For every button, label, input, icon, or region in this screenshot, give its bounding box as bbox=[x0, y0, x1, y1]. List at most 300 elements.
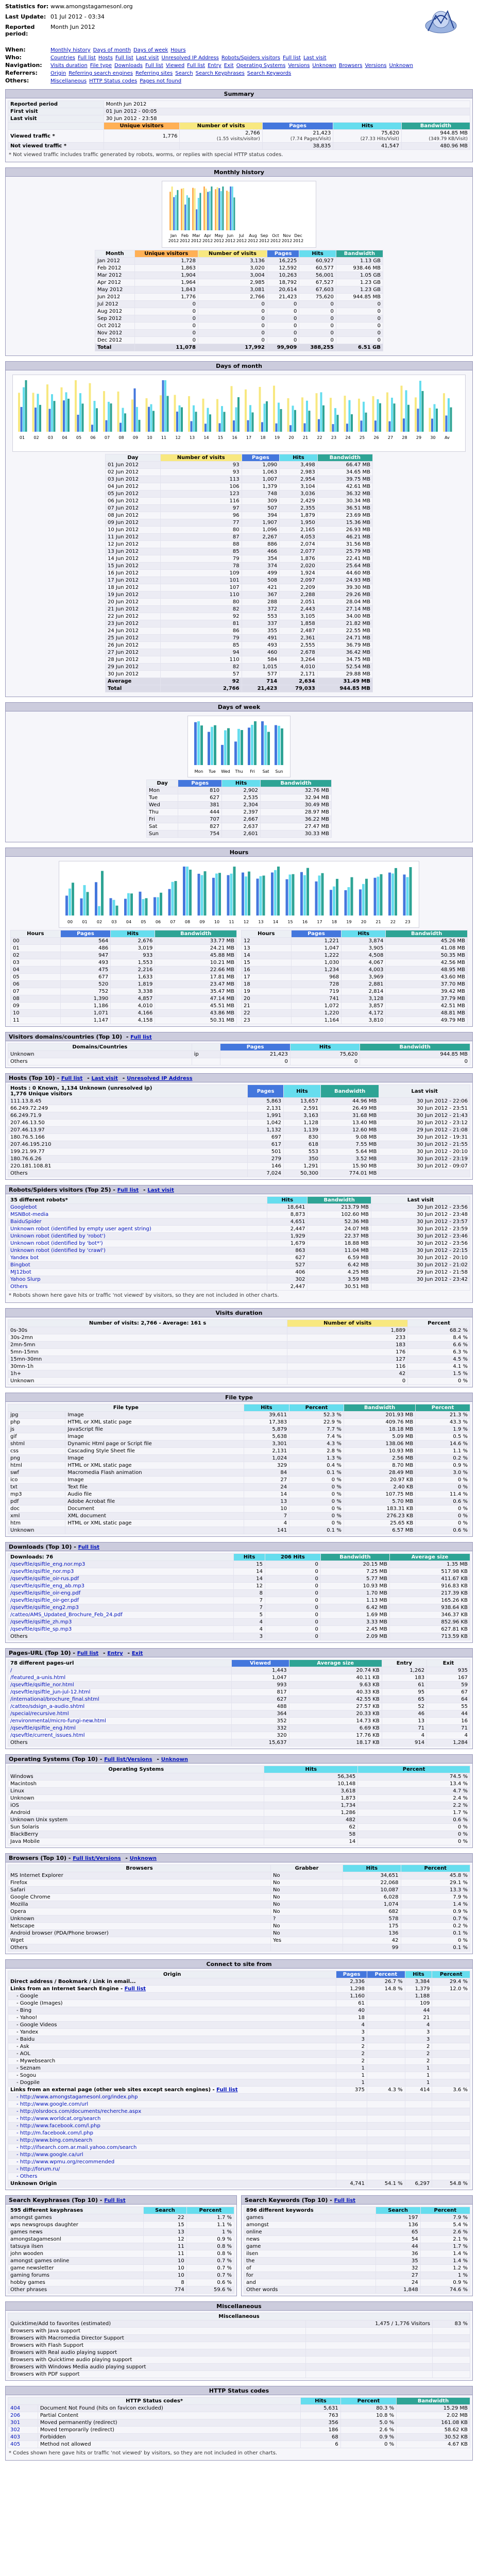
pages-link[interactable]: Full list bbox=[77, 1651, 99, 1656]
table-cell: 2,591 bbox=[283, 1105, 320, 1112]
table-cell[interactable]: Unknown robot (identified by 'crawl') bbox=[8, 1247, 267, 1255]
table-cell: 17 Jun 2012 bbox=[106, 577, 161, 584]
nav-when-link[interactable]: Days of month bbox=[93, 47, 131, 53]
column-header: Grabber bbox=[271, 1865, 343, 1872]
robots-subhead: 35 different robots* bbox=[8, 1197, 267, 1204]
week-bar bbox=[214, 725, 216, 765]
hours-label: 19 bbox=[346, 920, 352, 924]
table-row bbox=[8, 1718, 470, 1725]
table-row bbox=[8, 1597, 470, 1604]
table-cell: 2.4 % bbox=[358, 1795, 470, 1802]
table-cell: 52.36 MB bbox=[308, 1218, 371, 1226]
nav-referrers-link[interactable]: Search bbox=[175, 71, 193, 76]
os-link[interactable]: Unknown bbox=[161, 1757, 188, 1762]
hosts-table bbox=[8, 1084, 470, 1177]
referer-full-list-link[interactable]: Full list bbox=[124, 1986, 146, 1992]
table-cell[interactable]: /qsevftle/qsiftle_oir-rus.pdf bbox=[8, 1575, 234, 1583]
nav-who-link[interactable]: Countries bbox=[50, 55, 75, 61]
table-cell[interactable]: / bbox=[8, 1667, 232, 1674]
days-bar bbox=[374, 420, 377, 432]
table-cell: 4,166 bbox=[111, 1010, 155, 1017]
hours-bar bbox=[286, 879, 288, 916]
days-bar bbox=[150, 404, 152, 432]
nav-navigation-link[interactable]: Visits duration bbox=[50, 63, 88, 69]
table-cell: 20,614 bbox=[267, 286, 299, 294]
table-cell: 16 bbox=[427, 1718, 470, 1725]
table-cell[interactable]: - http://www.amongstagamesonl.org/index.php bbox=[8, 2094, 336, 2101]
days-bar bbox=[91, 425, 93, 432]
table-cell: 2,216 bbox=[111, 967, 155, 974]
days-bar bbox=[124, 413, 126, 432]
countries-full-list-link[interactable]: Full list bbox=[130, 1035, 152, 1040]
table-cell: Nov 2012 bbox=[95, 330, 135, 337]
pages-link[interactable]: Entry bbox=[107, 1651, 123, 1656]
table-row bbox=[8, 2265, 234, 2272]
nav-referrers-link[interactable]: Referring sites bbox=[135, 71, 173, 76]
monthly-bar bbox=[209, 191, 211, 230]
table-cell[interactable]: MSNBot-media bbox=[8, 1211, 267, 1218]
days-bar bbox=[287, 398, 289, 432]
table-cell: 3,384 bbox=[405, 1978, 432, 1986]
hours-bar bbox=[321, 873, 324, 916]
downloads-link[interactable]: Full list bbox=[78, 1545, 99, 1550]
table-cell[interactable]: Unknown robot (identified by empty user agent string) bbox=[8, 1226, 267, 1233]
table-cell: 0 % bbox=[289, 1505, 344, 1513]
table-cell[interactable]: - http://www.bing.com/search bbox=[8, 2137, 336, 2144]
nav-navigation-link[interactable]: Versions bbox=[288, 63, 310, 69]
table-cell bbox=[367, 2094, 405, 2101]
table-cell: 2,131 bbox=[244, 1448, 289, 1455]
table-cell[interactable]: 301 bbox=[8, 2419, 38, 2427]
table-row bbox=[11, 974, 237, 981]
table-cell[interactable]: - http://www.wpmu.org/recommended bbox=[8, 2159, 336, 2166]
nav-referrers-link[interactable]: Origin bbox=[50, 71, 66, 76]
table-cell: 29 Jun 2012 - 21:58 bbox=[371, 1269, 470, 1276]
table-cell: Image bbox=[65, 1433, 244, 1440]
table-cell: 26 Jun 2012 bbox=[106, 642, 161, 649]
table-cell[interactable]: /qsevftle/qsiftle_eng2.mp3 bbox=[8, 1604, 234, 1612]
table-cell[interactable]: /catteo/sdsign_a-audio.shtml bbox=[8, 1703, 232, 1710]
hours-label: 11 bbox=[229, 920, 234, 924]
table-cell: 48.95 MB bbox=[386, 967, 468, 974]
table-cell: 6.42 MB bbox=[320, 1604, 389, 1612]
table-cell: 11,078 bbox=[134, 344, 198, 351]
column-header: Month bbox=[95, 250, 135, 258]
days-bar bbox=[136, 407, 138, 432]
table-cell[interactable]: Yandex bot bbox=[8, 1255, 267, 1262]
table-row bbox=[242, 938, 468, 945]
filetypes-table bbox=[8, 1404, 470, 1534]
referer-full-list-link[interactable]: Full list bbox=[216, 2087, 238, 2093]
table-cell: 85 bbox=[160, 548, 242, 555]
table-cell: 2,171 bbox=[280, 671, 318, 678]
table-cell: 1.70 MB bbox=[320, 1590, 389, 1597]
table-cell: 584 bbox=[242, 656, 280, 664]
table-cell: 0.2 % bbox=[401, 1923, 470, 1930]
table-cell[interactable]: 302 bbox=[8, 2427, 38, 2434]
column-header: Bandwidth bbox=[308, 1197, 371, 1204]
hosts-link[interactable]: Unresolved IP Address bbox=[127, 1076, 193, 1081]
table-cell[interactable]: - http://ifsearch.com.ar.mail.yahoo.com/search bbox=[8, 2144, 336, 2151]
week-label: Tue bbox=[209, 769, 216, 774]
table-cell: Other phrases bbox=[8, 2286, 144, 2294]
table-cell: 4 bbox=[336, 2022, 367, 2029]
table-cell: 18.17 KB bbox=[289, 1739, 382, 1747]
nav-who-link[interactable]: Full list bbox=[115, 55, 133, 61]
nav-when-link[interactable]: Hours bbox=[170, 47, 186, 53]
table-cell: 0 bbox=[134, 337, 198, 344]
table-cell: 0 bbox=[198, 315, 267, 323]
days-bar bbox=[221, 406, 223, 432]
table-cell: 697 bbox=[248, 1134, 284, 1141]
reported-period-select[interactable]: Month Jun 2012 bbox=[50, 24, 95, 30]
pages-links: - Full list - Entry - Exit bbox=[73, 1650, 143, 1656]
table-cell: 88 bbox=[160, 541, 242, 548]
week-bar bbox=[221, 745, 224, 765]
table-cell: 4 bbox=[244, 1520, 289, 1527]
table-cell: 24.21 MB bbox=[155, 945, 237, 952]
table-row bbox=[8, 1218, 470, 1226]
table-cell[interactable]: 404 bbox=[8, 2405, 38, 2412]
awstats-logo-icon[interactable] bbox=[416, 3, 466, 40]
keyphrases-full-list-link[interactable]: Full list bbox=[104, 2198, 126, 2204]
monthly-bar bbox=[183, 188, 184, 230]
nav-referrers-link[interactable]: Search Keyphrases bbox=[195, 71, 245, 76]
table-row bbox=[106, 584, 373, 591]
nav-when-link[interactable]: Days of week bbox=[133, 47, 168, 53]
table-row bbox=[147, 802, 332, 809]
table-header-row bbox=[8, 1865, 470, 1872]
table-cell: 66.47 MB bbox=[317, 462, 372, 469]
table-cell: 175 bbox=[343, 1923, 401, 1930]
days-bar bbox=[82, 403, 84, 432]
nav-who-link[interactable]: Robots/Spiders visitors bbox=[221, 55, 280, 61]
hosts-title-text: Hosts (Top 10) bbox=[9, 1075, 55, 1081]
table-cell: 24 bbox=[244, 1484, 289, 1491]
table-cell: 71 bbox=[427, 1725, 470, 1732]
table-cell: 13 bbox=[382, 1718, 426, 1725]
table-cell[interactable]: - http://www.worldcat.org/search bbox=[8, 2115, 336, 2123]
table-header-row bbox=[8, 2398, 470, 2405]
table-row bbox=[147, 794, 332, 802]
os-link[interactable]: Full list/Versions bbox=[104, 1757, 152, 1762]
table-cell: 0 bbox=[336, 323, 383, 330]
week-bar bbox=[281, 728, 283, 765]
countries-title: Visitors domains/countries (Top 10) - Full list bbox=[5, 1032, 473, 1041]
table-cell[interactable]: - http://olsrdocs.com/documents/recherche.aspx bbox=[8, 2108, 336, 2115]
week-table bbox=[146, 779, 332, 838]
table-cell[interactable]: /qsevftle/qsiftle_oir-ger.pdf bbox=[8, 1597, 234, 1604]
hours-bar bbox=[277, 867, 280, 916]
nav-navigation-link[interactable]: Entry bbox=[208, 63, 221, 69]
table-cell[interactable]: Yahoo Slurp bbox=[8, 1276, 267, 1283]
robots-link[interactable]: Full list bbox=[117, 1188, 139, 1193]
table-cell: 4.3 % bbox=[367, 2087, 405, 2094]
table-row bbox=[106, 527, 373, 534]
days-bar bbox=[379, 403, 381, 432]
days-bar bbox=[431, 419, 433, 432]
nav-navigation-link[interactable]: Unknown bbox=[312, 63, 336, 69]
column-header: Percent bbox=[416, 1404, 470, 1412]
days-bar bbox=[361, 420, 363, 432]
table-cell[interactable]: - http://m.facebook.com/l.php bbox=[8, 2130, 336, 2137]
week-bar bbox=[234, 741, 237, 765]
table-row bbox=[106, 635, 373, 642]
hosts-section bbox=[5, 1073, 473, 1180]
table-cell[interactable]: MJ12bot bbox=[8, 1269, 267, 1276]
table-cell[interactable]: Bingbot bbox=[8, 1262, 267, 1269]
reported-period-cell-label: Reported period bbox=[8, 101, 104, 108]
table-row bbox=[147, 809, 332, 816]
downloads-section bbox=[5, 1542, 473, 1643]
pages-title bbox=[5, 1648, 473, 1657]
table-row bbox=[8, 2328, 470, 2335]
monthly-year-label: 2012 bbox=[168, 239, 179, 243]
table-row bbox=[95, 308, 383, 315]
nav-who-link[interactable]: Last visit bbox=[135, 55, 159, 61]
table-cell[interactable]: /qsevftle/qsiftle_sp.mp3 bbox=[8, 1626, 234, 1633]
days-bar bbox=[278, 403, 280, 432]
table-cell: 1,042 bbox=[248, 1120, 284, 1127]
nav-navigation-link[interactable]: Viewed bbox=[165, 63, 185, 69]
table-cell bbox=[432, 1993, 470, 2000]
table-cell: - Sogou bbox=[8, 2072, 336, 2079]
table-cell: 64 bbox=[427, 1696, 470, 1703]
table-cell[interactable]: 403 bbox=[8, 2434, 38, 2441]
column-header: Viewed bbox=[232, 1660, 289, 1667]
nav-referrers-link[interactable]: Referring search engines bbox=[69, 71, 133, 76]
table-cell: 05 bbox=[11, 974, 61, 981]
monthly-bar bbox=[192, 188, 194, 230]
table-cell: 14.6 % bbox=[416, 1440, 470, 1448]
table-cell[interactable]: BaiduSpider bbox=[8, 1218, 267, 1226]
table-cell: 774 bbox=[144, 2286, 187, 2294]
table-cell: 6.3 % bbox=[408, 1349, 470, 1356]
monthly-month-label: May bbox=[214, 233, 224, 238]
nav-navigation-link[interactable]: Browsers bbox=[338, 63, 363, 69]
table-cell: 22 bbox=[242, 1010, 292, 1017]
hosts-link[interactable]: Last visit bbox=[91, 1076, 118, 1081]
table-cell: 3,004 bbox=[198, 272, 267, 279]
table-cell[interactable]: /qsevftle/qsiftle_eng_ab.mp3 bbox=[8, 1583, 234, 1590]
table-cell[interactable]: 206 bbox=[8, 2412, 38, 2419]
referers-section bbox=[5, 1959, 473, 2190]
table-cell: 21,423 bbox=[267, 294, 299, 301]
browsers-link[interactable]: Full list/Versions bbox=[73, 1856, 121, 1861]
table-cell: 12.0 % bbox=[432, 1986, 470, 1993]
table-cell: 2,336 bbox=[336, 1978, 367, 1986]
table-cell[interactable]: /environmental/micro-fungi-new.html bbox=[8, 1718, 232, 1725]
table-row bbox=[8, 1633, 470, 1640]
hours-bar bbox=[127, 893, 130, 916]
table-cell bbox=[192, 1058, 220, 1065]
table-cell: 1,889 bbox=[287, 1327, 408, 1334]
table-cell: 213.79 MB bbox=[308, 1204, 371, 1211]
nav-who-link[interactable]: Full list bbox=[283, 55, 301, 61]
keywords-full-list-link[interactable]: Full list bbox=[334, 2198, 356, 2204]
table-cell: 1,863 bbox=[134, 265, 198, 272]
table-row bbox=[95, 323, 383, 330]
robots-link[interactable]: Last visit bbox=[147, 1188, 174, 1193]
table-cell: 14 bbox=[234, 1568, 265, 1575]
column-header: Bandwidth bbox=[397, 2398, 470, 2405]
monthly-year-label: 2012 bbox=[281, 239, 293, 243]
table-cell: 45.51 MB bbox=[155, 1003, 237, 1010]
nav-navigation-link[interactable]: Full list bbox=[187, 63, 206, 69]
table-cell: 54.1 % bbox=[367, 2180, 405, 2188]
table-cell[interactable]: /catteo/AMS_Updated_Brochure_Feb_24.pdf bbox=[8, 1612, 234, 1619]
table-cell: 30 Jun 2012 - 23:48 bbox=[371, 1211, 470, 1218]
nav-when-link[interactable]: Monthly history bbox=[50, 47, 91, 53]
nav-navigation-link[interactable]: Unknown bbox=[389, 63, 413, 69]
table-cell: 176 bbox=[287, 1349, 408, 1356]
table-cell: and bbox=[244, 2279, 376, 2286]
table-cell: 52.54 MB bbox=[317, 664, 372, 671]
days-bar bbox=[401, 386, 403, 432]
table-row bbox=[242, 945, 468, 952]
table-cell bbox=[405, 2108, 432, 2115]
table-cell[interactable]: /qsevftle/qsiftle_nor.mp3 bbox=[8, 1568, 234, 1575]
nav-navigation-link[interactable]: Downloads bbox=[114, 63, 143, 69]
table-cell: 183.31 KB bbox=[344, 1505, 415, 1513]
table-cell[interactable]: - http://www.google.ca/url bbox=[8, 2151, 336, 2159]
table-cell[interactable]: Unknown robot (identified by 'robot') bbox=[8, 1233, 267, 1240]
table-cell bbox=[65, 1527, 244, 1534]
table-cell: 1,074 bbox=[343, 1901, 401, 1908]
table-cell: 0 bbox=[265, 1633, 320, 1640]
days-section bbox=[5, 361, 473, 697]
table-cell: 23.47 MB bbox=[155, 981, 237, 988]
nav-referrers-link[interactable]: Search Keywords bbox=[247, 71, 292, 76]
table-cell: 1,873 bbox=[264, 1795, 358, 1802]
nav-who-link[interactable]: Unresolved IP Address bbox=[161, 55, 219, 61]
table-cell[interactable]: - http://www.google.com/url bbox=[8, 2101, 336, 2108]
table-cell[interactable]: /qsevftle/qsiftle_oir-eng.pdf bbox=[8, 1590, 234, 1597]
table-cell[interactable]: /qsevftle/qsiftle_jun-jul-12.html bbox=[8, 1689, 232, 1696]
table-cell: 2,443 bbox=[280, 606, 318, 613]
table-cell: 15 bbox=[234, 1561, 265, 1568]
hours-bar bbox=[271, 872, 274, 916]
monthly-month-label: Feb bbox=[181, 233, 189, 238]
table-cell: 578 bbox=[343, 1916, 401, 1923]
table-cell: htm bbox=[8, 1520, 65, 1527]
hours-bar bbox=[95, 882, 97, 916]
table-cell: 32.76 MB bbox=[261, 787, 332, 794]
table-cell[interactable]: /featured_a-unis.html bbox=[8, 1674, 232, 1682]
table-cell: 13.40 MB bbox=[320, 1120, 379, 1127]
browsers-link[interactable]: Unknown bbox=[129, 1856, 157, 1861]
hosts-link[interactable]: Full list bbox=[61, 1076, 83, 1081]
week-bar bbox=[200, 725, 203, 765]
table-cell[interactable]: /special/recursive.html bbox=[8, 1710, 232, 1718]
table-cell[interactable]: /qsevftle/qsiftle_nor.html bbox=[8, 1682, 232, 1689]
pages-link[interactable]: Exit bbox=[131, 1651, 143, 1656]
column-header: Bandwidth bbox=[261, 780, 332, 787]
table-cell: 944.85 MB bbox=[360, 1051, 470, 1058]
monthly-bar bbox=[217, 187, 218, 230]
table-cell: 11 bbox=[144, 2243, 187, 2250]
table-cell[interactable]: /qsevftle/qsiftle_eng.nor.mp3 bbox=[8, 1561, 234, 1568]
table-row bbox=[147, 831, 332, 838]
table-cell: 1,728 bbox=[134, 258, 198, 265]
table-cell[interactable]: 405 bbox=[8, 2441, 38, 2448]
table-cell[interactable]: /qsevftle/qsiftle_eng.html bbox=[8, 1725, 232, 1732]
days-bar bbox=[39, 405, 41, 432]
table-row bbox=[8, 2115, 470, 2123]
week-bar bbox=[275, 725, 277, 765]
table-row bbox=[8, 2094, 470, 2101]
days-bar bbox=[266, 401, 268, 432]
table-cell: 20.15 MB bbox=[320, 1561, 389, 1568]
column-header: Hits bbox=[343, 1865, 401, 1872]
table-cell: 37.79 MB bbox=[386, 995, 468, 1003]
table-cell[interactable]: - Others bbox=[8, 2173, 336, 2180]
table-cell: 2,051 bbox=[280, 599, 318, 606]
column-header: Origin bbox=[8, 1971, 336, 1978]
table-cell: 4,172 bbox=[342, 1010, 386, 1017]
table-cell[interactable]: /international/brochure_final.shtml bbox=[8, 1696, 232, 1703]
hours-section bbox=[5, 848, 473, 1027]
days-label: 16 bbox=[232, 435, 237, 440]
nav-navigation-link[interactable]: Full list bbox=[145, 63, 163, 69]
days-bar bbox=[301, 397, 303, 432]
nav-navigation-link[interactable]: File type bbox=[90, 63, 112, 69]
table-cell: 1,907 bbox=[242, 519, 280, 527]
nav-others-link[interactable]: HTTP Status codes bbox=[89, 78, 138, 84]
table-cell[interactable]: /qsevftle/current_issues.html bbox=[8, 1732, 232, 1739]
header bbox=[5, 3, 473, 40]
table-cell[interactable]: - http://www.facebook.com/l.php bbox=[8, 2123, 336, 2130]
days-bar bbox=[195, 412, 197, 432]
days-bar bbox=[289, 425, 292, 432]
nav-others-link[interactable]: Pages not found bbox=[140, 78, 182, 84]
table-cell: 741 bbox=[291, 995, 342, 1003]
table-cell[interactable]: /qsevftle/qsiftle_zh.mp3 bbox=[8, 1619, 234, 1626]
days-bar bbox=[37, 394, 39, 432]
table-cell: 30 Jun 2012 - 20:10 bbox=[371, 1255, 470, 1262]
table-row bbox=[8, 2036, 470, 2043]
table-cell: 0 bbox=[267, 337, 299, 344]
table-cell: Dec 2012 bbox=[95, 337, 135, 344]
table-cell[interactable]: Others bbox=[8, 1283, 267, 1291]
table-cell: 30 Jun 2012 - 23:42 bbox=[371, 1276, 470, 1283]
table-cell: 0 bbox=[265, 1619, 320, 1626]
viewed-unique: 1,776 bbox=[104, 130, 180, 143]
nav-others-link[interactable]: Miscellaneous bbox=[50, 78, 87, 84]
nav-navigation-link[interactable]: Exit bbox=[224, 63, 234, 69]
table-header-row bbox=[244, 2207, 470, 2214]
nav-who-link[interactable]: Full list bbox=[77, 55, 96, 61]
nav-who-link[interactable]: Last visit bbox=[303, 55, 327, 61]
table-cell[interactable]: Unknown robot (identified by 'bot*') bbox=[8, 1240, 267, 1247]
table-cell: 86 bbox=[160, 628, 242, 635]
nav-navigation-link[interactable]: Operating Systems bbox=[236, 63, 286, 69]
table-cell: 21 bbox=[405, 2014, 432, 2022]
table-cell bbox=[405, 2115, 432, 2123]
table-row bbox=[8, 1163, 470, 1170]
nav-navigation-link[interactable]: Versions bbox=[365, 63, 387, 69]
table-cell[interactable]: Googlebot bbox=[8, 1204, 267, 1211]
nav-who-link[interactable]: Hosts bbox=[98, 55, 113, 61]
table-row bbox=[8, 1978, 470, 1986]
table-cell[interactable]: - http://forum.ru/ bbox=[8, 2166, 336, 2173]
table-cell: 3.0 % bbox=[416, 1469, 470, 1477]
table-cell: 1,132 bbox=[248, 1127, 284, 1134]
table-cell: 752 bbox=[60, 988, 111, 995]
table-cell: 59.6 % bbox=[186, 2286, 234, 2294]
days-label: 04 bbox=[62, 435, 67, 440]
table-cell: 30 Jun 2012 - 20:10 bbox=[379, 1148, 470, 1156]
